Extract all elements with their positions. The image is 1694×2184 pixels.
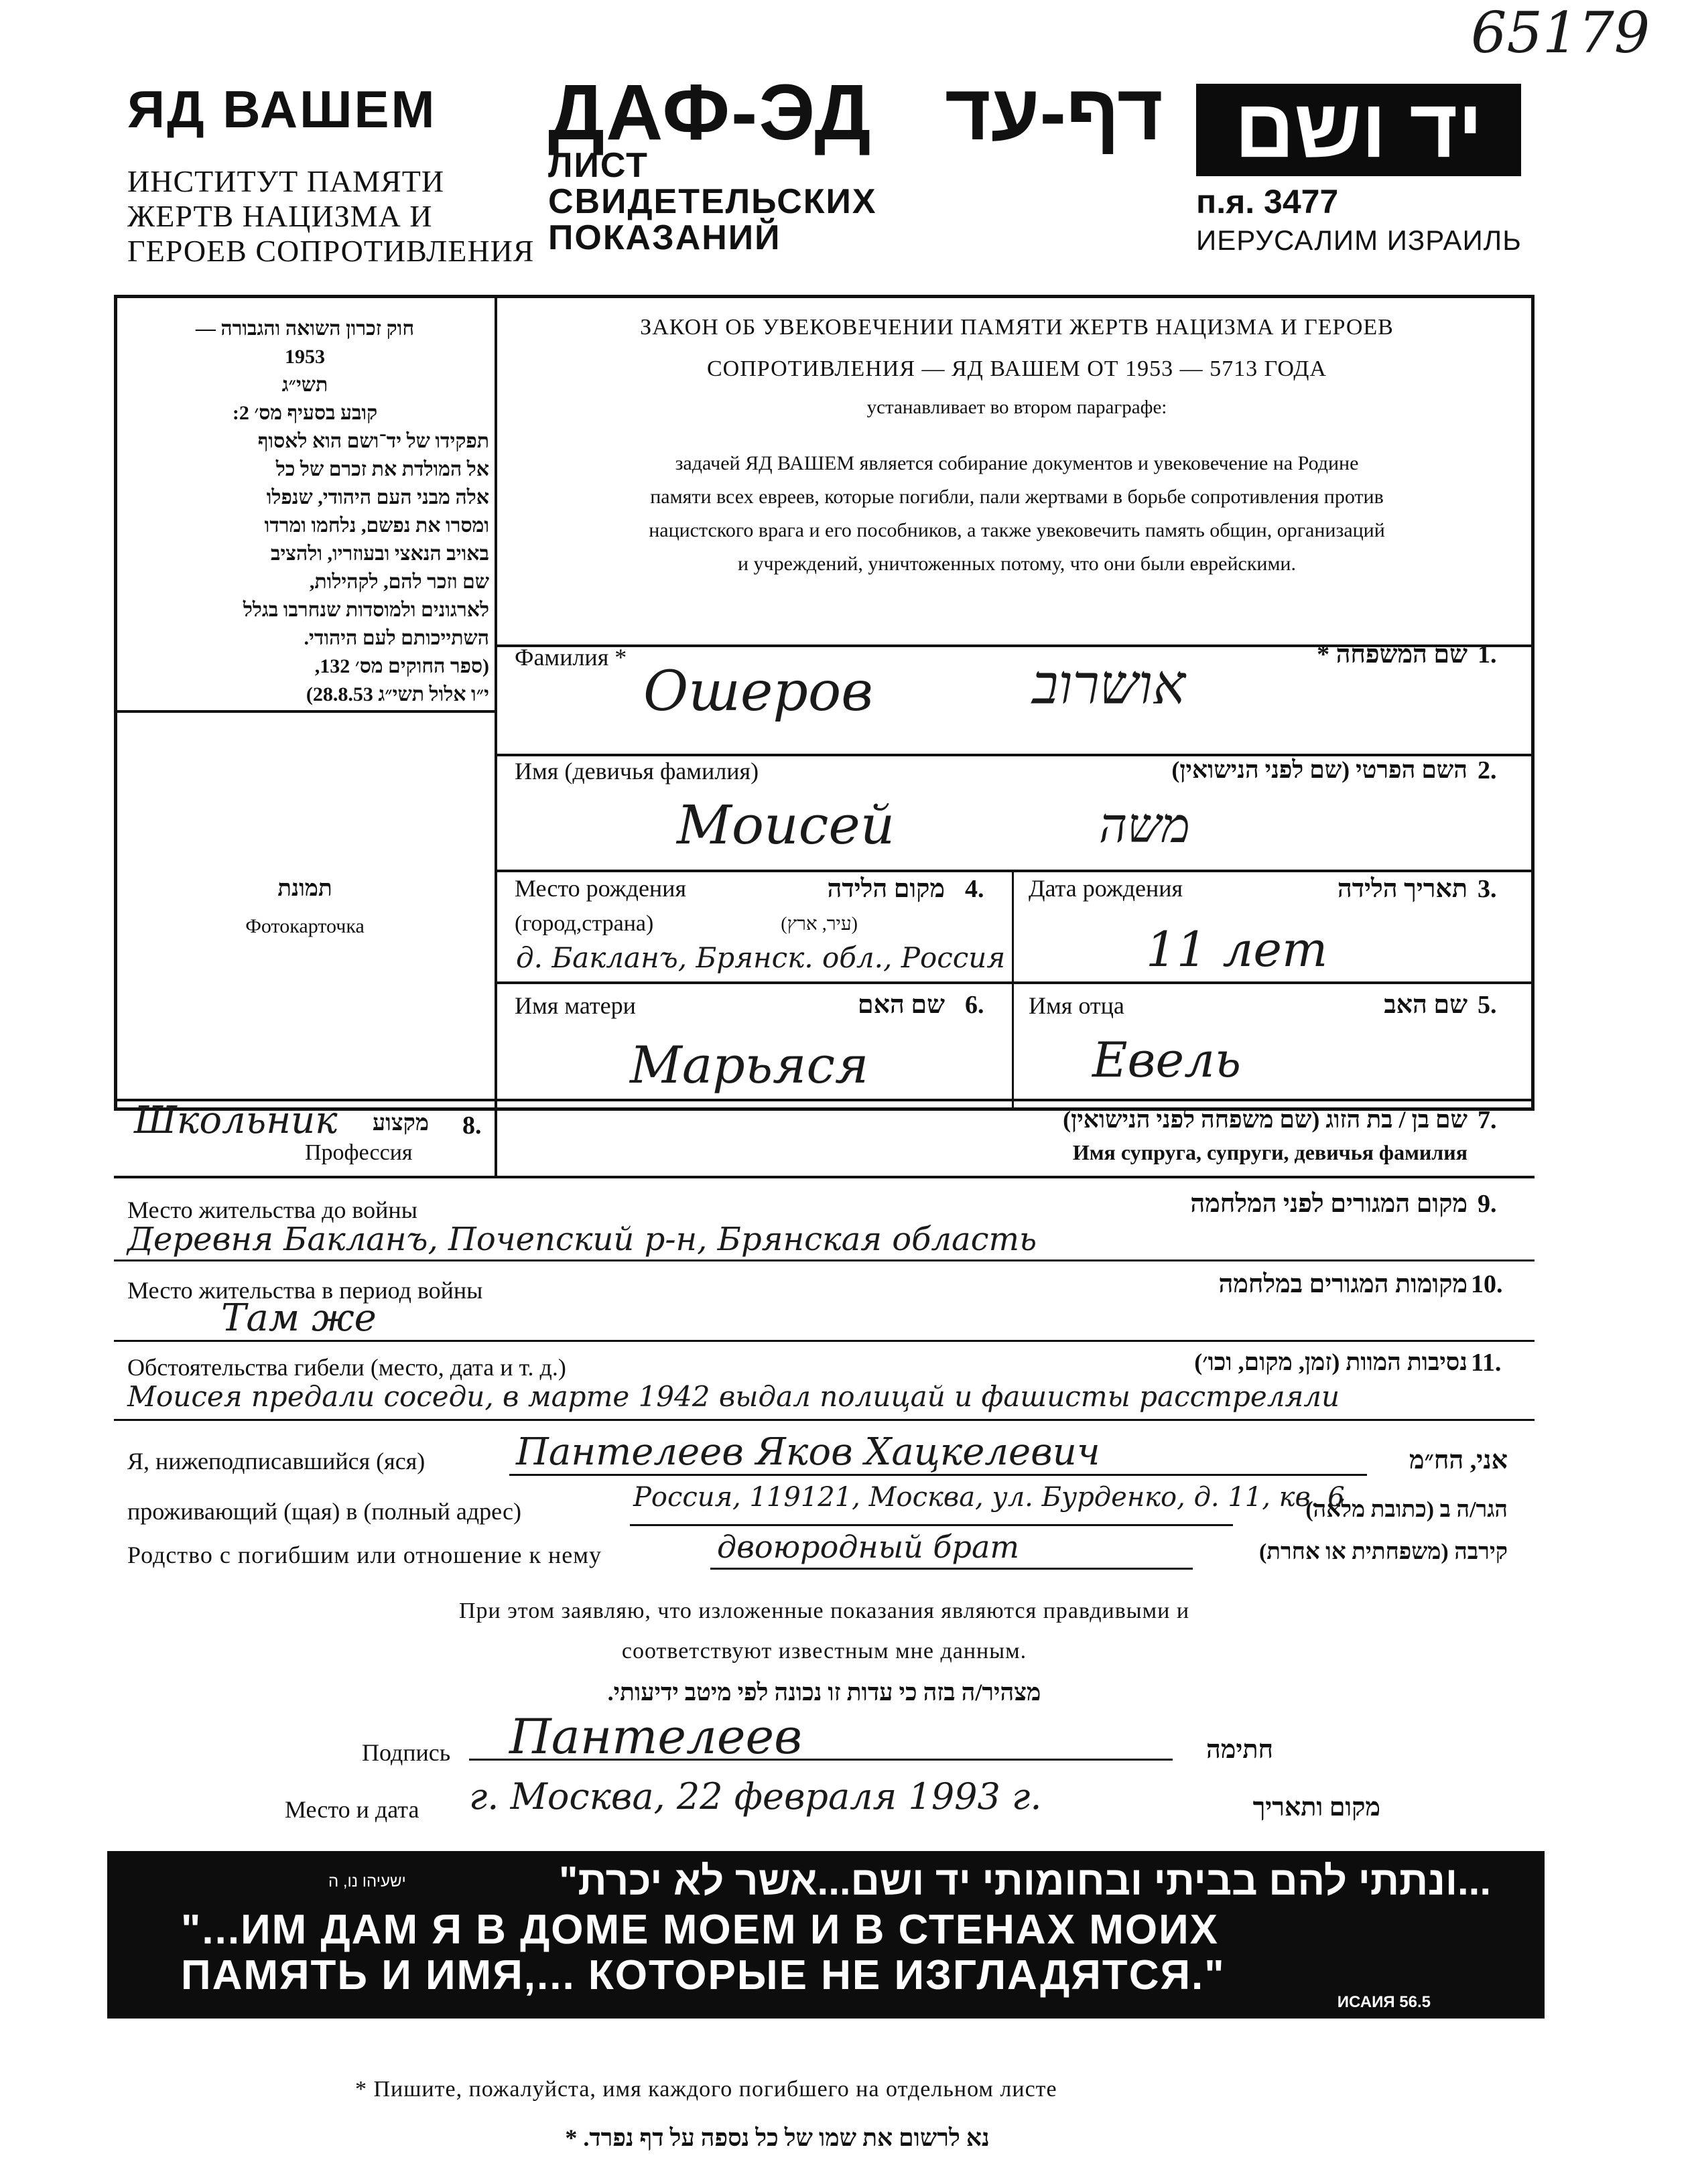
father-value[interactable]: Евель (1092, 1032, 1242, 1088)
witness-address-label-ru: проживающий (щая) в (полный адрес) (127, 1498, 521, 1525)
surname-label-ru: Фамилия * (515, 644, 627, 671)
law-ru-title-2: СОПРОТИВЛЕНИЯ — ЯД ВАШЕМ ОТ 1953 — 5713 ГОДА (707, 356, 1327, 381)
law-he-clause: קובע בסעיף מס׳ 2: (232, 402, 378, 424)
witness-name-value[interactable]: Пантелеев Яков Хацкелевич (516, 1430, 1100, 1474)
birth-place-value[interactable]: д. Бакланъ, Брянск. обл., Россия (516, 941, 1006, 974)
law-he-body-3: אלה מבני העם היהודי, שנפלו (266, 486, 489, 508)
daf-ed-title-ru: ДАФ-ЭД (548, 68, 872, 157)
yad-vashem-title-ru: ЯД ВАШЕМ (127, 80, 437, 139)
archive-number: 65179 (1471, 0, 1650, 66)
law-ru-body-3: нацистского врага и его пособников, а также увековечить память общин, организаций (649, 519, 1385, 541)
spouse-label-ru: Имя супруга, супруги, девичья фамилия (1072, 1140, 1468, 1164)
law-he-date: י״ו אלול תשי״ג 28.8.53) (306, 683, 489, 705)
declaration-ru-line-2: соответствуют известным мне данным. (621, 1639, 1027, 1663)
father-num: 5. (1478, 991, 1497, 1019)
institute-line-3: ГЕРОЕВ СОПРОТИВЛЕНИЯ (127, 234, 535, 268)
place-date-label-he: מקום ותאריך (1252, 1793, 1380, 1822)
father-label-ru: Имя отца (1029, 992, 1124, 1019)
surname-value[interactable]: Ошеров (643, 660, 874, 724)
mother-value[interactable]: Марьяся (630, 1035, 869, 1095)
birth-place-label-ru2: (город,страна) (515, 911, 654, 936)
first-name-num: 2. (1478, 756, 1497, 784)
mother-label-he: שם האם (857, 991, 945, 1019)
surname-num: 1. (1478, 640, 1497, 669)
residence-prewar-num: 9. (1478, 1190, 1497, 1218)
profession-num: 8. (462, 1111, 482, 1140)
witness-relation-label-ru: Родство с погибшим или отношение к нему (127, 1542, 602, 1568)
surname-value-he[interactable]: אושרוב (1032, 653, 1186, 717)
mother-num: 6. (965, 991, 984, 1019)
residence-war-value[interactable]: Там же (221, 1296, 377, 1340)
circumstances-label-ru: Обстоятельства гибели (место, дата и т. д.) (127, 1354, 566, 1381)
place-date-label-ru: Место и дата (285, 1796, 419, 1823)
father-label-he: שם האב (1384, 991, 1468, 1019)
witness-relation-label-he: קירבה (משפחתית או אחרת) (1258, 1540, 1508, 1564)
birth-place-label-ru: Место рождения (515, 875, 687, 902)
circumstances-label-he: נסיבות המוות (זמן, מקום, וכו׳) (1194, 1349, 1468, 1375)
law-he-body-4: ומסרו את נפשם, נלחמו ומרדו (264, 515, 489, 537)
residence-prewar-label-he: מקום המגורים לפני המלחמה (1190, 1190, 1468, 1218)
first-name-value[interactable]: Моисей (677, 794, 895, 856)
residence-prewar-label-ru: Место жительства до войны (127, 1197, 417, 1223)
residence-war-label-he: מקומות המגורים במלחמה (1218, 1270, 1468, 1298)
institute-line-1: ИНСТИТУТ ПАМЯТИ (127, 164, 445, 198)
spouse-num: 7. (1478, 1106, 1497, 1134)
institute-name (127, 164, 535, 269)
law-ru-body-1: задачей ЯД ВАШЕМ является собирание документов и увековечение на Родине (675, 452, 1359, 474)
profession-value[interactable]: Школьник (134, 1099, 338, 1142)
first-name-label-ru: Имя (девичья фамилия) (515, 758, 759, 784)
witness-name-label-he: אני, הח״מ (1409, 1446, 1508, 1475)
surname-label-he: שם המשפחה * (1317, 640, 1468, 669)
declaration-ru-line-1: При этом заявляю, что изложенные показания являются правдивыми и (458, 1598, 1190, 1623)
birth-date-label-ru: Дата рождения (1029, 875, 1183, 902)
quote-banner (107, 1851, 1545, 2019)
law-he-year-he: תשי״ג (281, 374, 328, 396)
photo-label-ru: Фотокарточка (245, 915, 365, 937)
yad-vashem-logo (1196, 84, 1521, 176)
witness-relation-value[interactable]: двоюродный брат (717, 1529, 1019, 1565)
place-date-value[interactable]: г. Москва, 22 февраля 1993 г. (469, 1775, 1042, 1818)
circumstances-num: 11. (1471, 1349, 1502, 1377)
banner-he: ...ונתתי להם בביתי ובחומותי יד ושם...אשר לא יכרת" (558, 1858, 1491, 1903)
declaration-ru (134, 1591, 1514, 1671)
witness-address-value[interactable]: Россия, 119121, Москва, ул. Бурденко, д. 11, кв. 6 (633, 1482, 1345, 1513)
law-he-year: 1953 (285, 346, 325, 368)
law-he-source: (ספר החוקים מס׳ 132, (314, 655, 489, 677)
signature-label-he: חתימה (1206, 1736, 1273, 1764)
signature-value[interactable]: Пантелеев (509, 1708, 802, 1765)
footer-note-ru: * Пишите, пожалуйста, имя каждого погибшего на отдельном листе (355, 2077, 1057, 2102)
law-he-body-8: השתייכותם לעם היהודי. (304, 627, 489, 649)
law-box-he (121, 315, 489, 709)
declaration-he: מצהיר/ה בזה כי עדות זו נכונה לפי מיטב ידיעותי. (607, 1679, 1041, 1706)
birth-place-num: 4. (965, 875, 984, 903)
birth-date-value[interactable]: 11 лет (1146, 921, 1328, 977)
banner-he-source: ישעיהו נו, ה (328, 1872, 406, 1891)
spouse-label-he: שם בן / בת הזוג (שם משפחה לפני הנישואין) (1063, 1106, 1468, 1133)
birth-place-label-he2: (עיר, ארץ) (781, 914, 858, 935)
sheet-title (548, 147, 877, 256)
profession-label-he: מקצוע (372, 1111, 429, 1136)
birth-date-num: 3. (1478, 875, 1497, 903)
law-ru-body (509, 447, 1524, 581)
banner-ru-line-1: "...ИМ ДАМ Я В ДОМЕ МОЕМ И В СТЕНАХ МОИХ (181, 1907, 1219, 1953)
law-box-ru (509, 315, 1524, 581)
mother-label-ru: Имя матери (515, 992, 636, 1019)
law-he-body-7: לארגונים ולמוסדות שנחרבו בגלל (243, 599, 489, 621)
law-he-body-1: תפקידו של יד־ושם הוא לאסוף (257, 430, 489, 452)
banner-ru-source: ИСАИЯ 56.5 (1337, 1993, 1431, 2011)
law-ru-body-2: памяти всех евреев, которые погибли, пали жертвами в борьбе сопротивления против (650, 486, 1384, 508)
birth-date-label-he: תאריך הלידה (1337, 875, 1468, 903)
logo-text-he: יד ושם (1234, 82, 1483, 175)
law-he-title: חוק זכרון השואה והגבורה — (195, 318, 415, 340)
law-he-body-6: שם וזכר להם, לקהילות, (309, 571, 489, 593)
sheet-title-line-1: ЛИСТ (548, 146, 649, 185)
first-name-label-he: השם הפרטי (שם לפני הנישואין) (1171, 756, 1468, 783)
profession-label-ru: Профессия (305, 1140, 413, 1165)
city: ИЕРУСАЛИМ ИЗРАИЛЬ (1196, 224, 1522, 256)
daf-ed-title-he: דף-עד (945, 68, 1163, 157)
residence-war-num: 10. (1471, 1270, 1503, 1298)
residence-prewar-value[interactable]: Деревня Бакланъ, Почепский р-н, Брянская область (127, 1221, 1037, 1258)
footer-note-he: נא לרשום את שמו של כל נספה על דף נפרד. * (565, 2124, 990, 2151)
residence-war-label-ru: Место жительства в период войны (127, 1277, 483, 1304)
banner-ru-line-2: ПАМЯТЬ И ИМЯ,... КОТОРЫЕ НЕ ИЗГЛАДЯТСЯ." (181, 1952, 1226, 1998)
law-ru-subtitle: устанавливает во втором параграфе: (866, 397, 1167, 418)
law-he-body-2: אל המולדת את זכרם של כל (275, 458, 489, 480)
law-ru-title-1: ЗАКОН ОБ УВЕКОВЕЧЕНИИ ПАМЯТИ ЖЕРТВ НАЦИЗМА И ГЕРОЕВ (640, 315, 1394, 340)
circumstances-value[interactable]: Моисея предали соседи, в марте 1942 выдал полицай и фашисты расстреляли (127, 1380, 1340, 1413)
photo-label-he: תמונת (277, 876, 332, 901)
law-he-body-5: באויב הנאצי ובעוזריו, ולהציב (270, 543, 489, 565)
institute-line-2: ЖЕРТВ НАЦИЗМА И (127, 199, 433, 233)
witness-name-label-ru: Я, нижеподписавшийся (яся) (127, 1448, 426, 1475)
first-name-value-he[interactable]: משה (1099, 797, 1190, 854)
law-ru-body-4: и учреждений, уничтоженных потому, что они были еврейскими. (738, 553, 1296, 575)
sheet-title-line-3: ПОКАЗАНИЙ (548, 218, 781, 257)
signature-label-ru: Подпись (362, 1739, 451, 1766)
sheet-title-line-2: СВИДЕТЕЛЬСКИХ (548, 182, 877, 221)
witness-address-label-he: הגר/ה ב (כתובת מלאה) (1305, 1497, 1508, 1522)
birth-place-label-he: מקום הלידה (827, 875, 945, 903)
po-box: п.я. 3477 (1196, 183, 1339, 220)
